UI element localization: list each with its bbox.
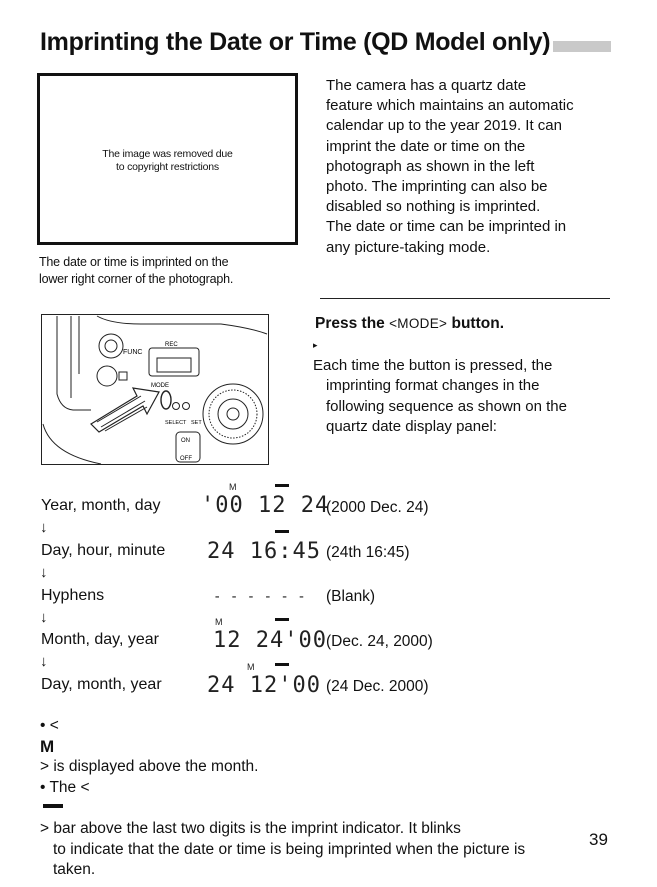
sequence-label: Day, hour, minute <box>41 542 166 559</box>
lcd-digits: '00 12 24 <box>201 493 330 518</box>
mode-label: MODE <box>151 383 169 389</box>
sequence-example: (24 Dec. 2000) <box>326 678 429 695</box>
instruction-heading <box>315 315 504 333</box>
intro-line: calendar up to the year 2019. It can <box>326 117 562 135</box>
intro-line: The camera has a quartz date <box>326 77 527 94</box>
rec-label: REC <box>165 342 178 348</box>
note-text: • < <box>40 717 59 734</box>
lcd-digits: 12 24'00 <box>213 628 327 653</box>
down-arrow-icon: ↓ <box>40 609 48 626</box>
sequence-label: Month, day, year <box>41 631 159 648</box>
intro-line: any picture-taking mode. <box>326 238 491 256</box>
page-number: 39 <box>589 830 608 849</box>
set-label: SET <box>191 420 202 426</box>
lcd-display-day-hour-minute <box>201 528 321 564</box>
down-arrow-icon: ↓ <box>40 564 48 581</box>
mode-button-name: <MODE> <box>389 316 448 331</box>
intro-line: The date or time can be imprinted in <box>326 218 567 236</box>
page-title: Imprinting the Date or Time (QD Model only) <box>40 28 551 56</box>
triangle-bullet-icon: ▸ <box>313 340 318 350</box>
m-indicator-icon: M <box>215 617 223 627</box>
note-line: taken. <box>53 861 96 879</box>
caption-line: The date or time is imprinted on the <box>39 255 229 269</box>
select-label: SELECT <box>165 420 187 426</box>
note-text: > bar above the last two digits is the imprint indicator. It blinks <box>40 819 461 837</box>
removed-notice-line: to copyright restrictions <box>116 161 219 173</box>
photo-placeholder <box>37 73 298 245</box>
on-label: ON <box>181 438 190 444</box>
m-indicator-icon: M <box>247 662 255 672</box>
lcd-display-month-day-year <box>201 616 327 653</box>
bullet-line: following sequence as shown on the <box>326 397 567 415</box>
note-text: > is displayed above the month. <box>40 758 259 776</box>
sequence-label: Hyphens <box>41 587 105 604</box>
button-text: button. <box>451 315 505 332</box>
caption-line: lower right corner of the photograph. <box>39 272 234 286</box>
lcd-display-day-month-year <box>201 661 321 698</box>
sequence-label: Day, month, year <box>41 676 162 693</box>
photo-caption <box>39 254 233 288</box>
bar-indicator-icon <box>43 804 63 808</box>
section-tab-bar <box>553 41 611 52</box>
sequence-example: (2000 Dec. 24) <box>326 499 429 516</box>
intro-line: feature which maintains an automatic <box>326 97 574 115</box>
note-line: to indicate that the date or time is being imprinted when the picture is <box>53 840 526 858</box>
intro-paragraph <box>326 76 626 258</box>
removed-notice-line: The image was removed due <box>102 148 233 160</box>
bullet-line: quartz date display panel: <box>326 417 497 435</box>
intro-line: disabled so nothing is imprinted. <box>326 198 541 216</box>
off-label: OFF <box>180 456 192 462</box>
section-divider <box>320 298 610 299</box>
down-arrow-icon: ↓ <box>40 653 48 670</box>
lcd-digits: 24 16:45 <box>207 539 321 564</box>
removed-notice <box>40 148 295 174</box>
m-symbol: M <box>40 736 56 756</box>
func-label: FUNC <box>123 349 143 356</box>
sequence-example: (24th 16:45) <box>326 544 410 561</box>
sequence-example: (Dec. 24, 2000) <box>326 633 433 650</box>
press-text: Press the <box>315 315 385 332</box>
lcd-display-year-month-day <box>201 482 330 518</box>
note-line <box>40 716 525 778</box>
bullet-line: Each time the button is pressed, the <box>313 357 553 375</box>
down-arrow-icon: ↓ <box>40 519 48 536</box>
lcd-digits: 24 12'00 <box>207 673 321 698</box>
lcd-display-hyphens <box>201 573 306 609</box>
instruction-bullet <box>313 335 567 437</box>
camera-mode-button-illustration <box>41 314 269 465</box>
note-line <box>40 778 525 840</box>
intro-line: imprint the date or time on the <box>326 137 526 155</box>
intro-line: photograph as shown in the left <box>326 157 535 175</box>
intro-line: photo. The imprinting can also be <box>326 178 548 196</box>
sequence-label: Year, month, day <box>41 497 161 514</box>
lcd-digits: - - - - - - <box>213 589 306 605</box>
m-indicator-icon: M <box>229 482 237 492</box>
notes-block <box>40 716 525 881</box>
sequence-example: (Blank) <box>326 588 376 605</box>
note-text: • The < <box>40 778 90 796</box>
bullet-line: imprinting format changes in the <box>326 377 540 395</box>
